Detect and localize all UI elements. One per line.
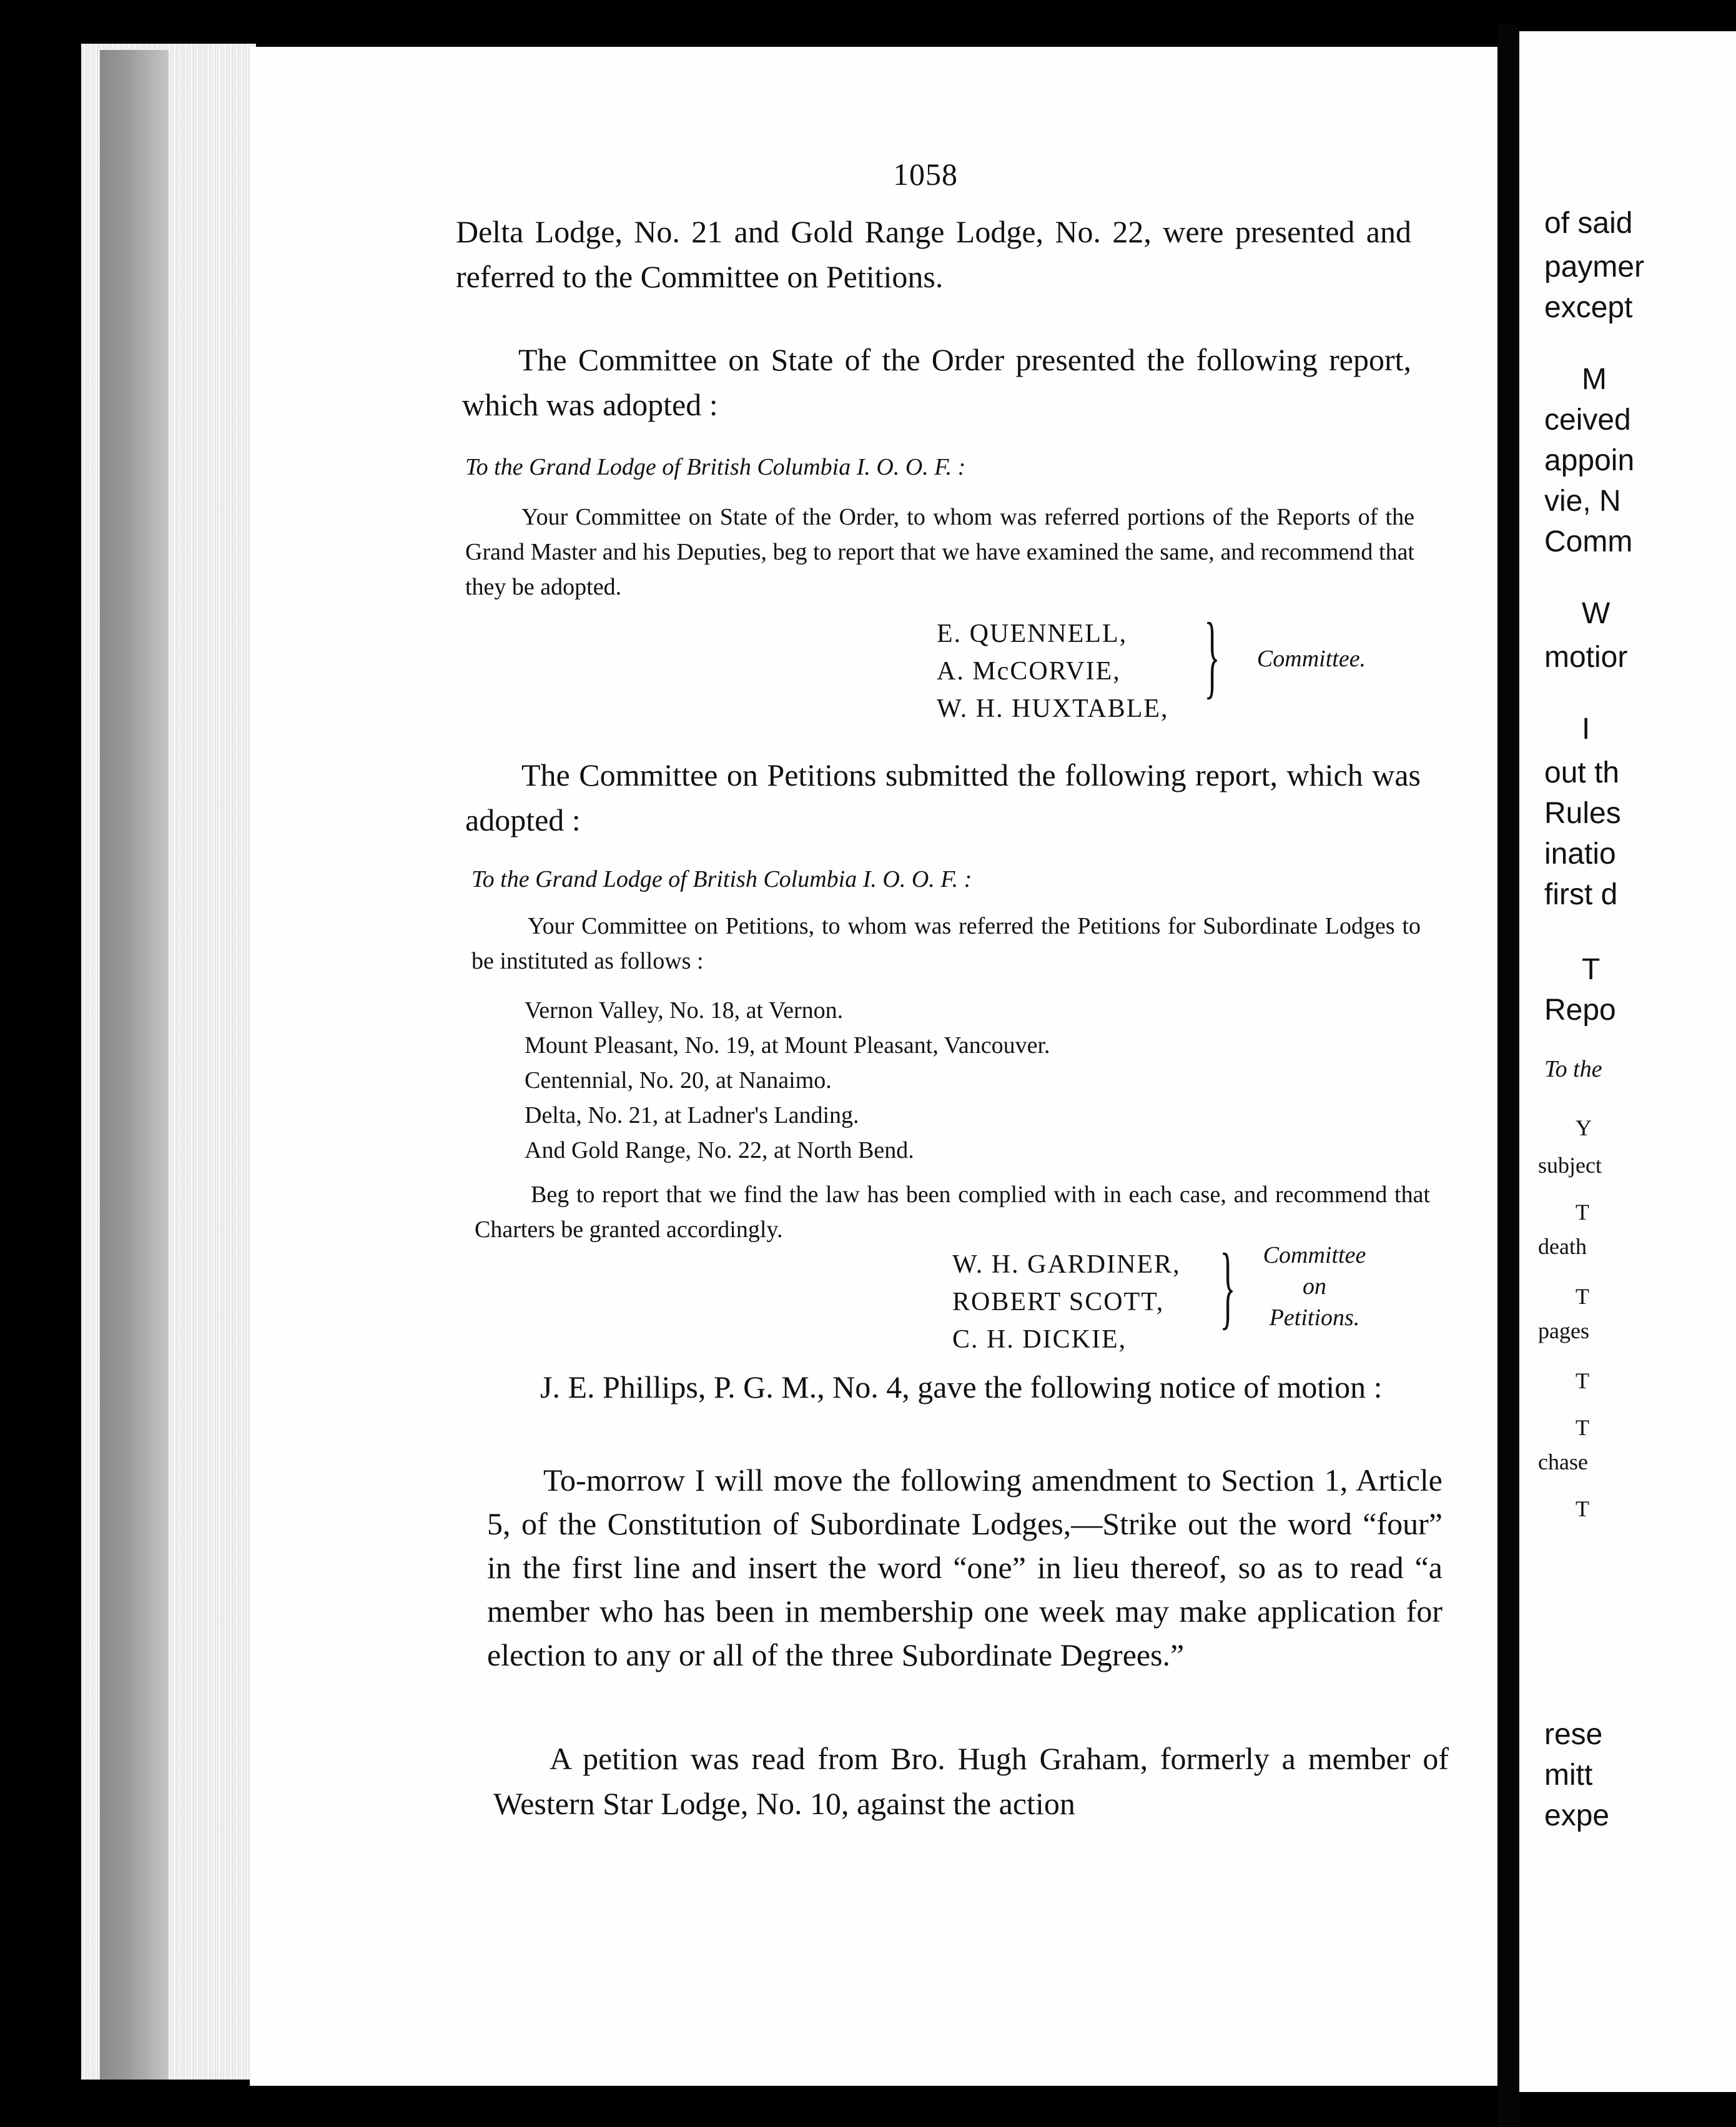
right-small-line: subject — [1538, 1153, 1602, 1178]
lodges-list — [525, 993, 1336, 1168]
right-line: W — [1582, 597, 1610, 630]
right-small-line: T — [1576, 1284, 1589, 1309]
right-line: T — [1582, 953, 1600, 986]
signature-line: W. H. GARDINER, — [952, 1250, 1181, 1279]
list-item: And Gold Range, No. 22, at North Bend. — [525, 1137, 914, 1163]
signature-line: A. McCORVIE, — [937, 657, 1121, 686]
signature-line: C. H. DICKIE, — [952, 1325, 1127, 1354]
paragraph-delta-lodge: Delta Lodge, No. 21 and Gold Range Lodge, No. 22, were presented and referred to the Committee on Petitions. — [456, 214, 1411, 294]
paragraph-committee-petitions: The Committee on Petitions submitted the following report, which was adopted : — [465, 758, 1421, 837]
right-small-line: To the — [1544, 1056, 1602, 1082]
committee2-signatures — [952, 1246, 1181, 1358]
right-small-line: chase — [1538, 1449, 1588, 1474]
list-item: Delta, No. 21, at Ladner's Landing. — [525, 1102, 859, 1128]
report-petitions-conclusion: Beg to report that we find the law has been complied with in each case, and recommend that Charters be granted accordingly. — [475, 1182, 1430, 1243]
right-line: inatio — [1544, 837, 1616, 871]
right-small-line: T — [1576, 1200, 1589, 1225]
right-line: rese — [1544, 1718, 1603, 1751]
right-line: except — [1544, 291, 1633, 324]
list-item: Vernon Valley, No. 18, at Vernon. — [525, 997, 844, 1024]
address-grand-lodge-2: To the Grand Lodge of British Columbia I. O. O. F. : — [471, 866, 972, 892]
page-edges-shadow — [100, 50, 169, 2080]
committee1-signatures — [937, 615, 1169, 728]
committee1-label: Committee. — [1256, 646, 1366, 672]
brace-icon: } — [1220, 1235, 1236, 1338]
right-line: out th — [1544, 756, 1620, 789]
right-line: mitt — [1544, 1759, 1593, 1792]
right-small-line: Y — [1576, 1115, 1592, 1140]
paragraph-amendment: To-morrow I will move the following amendment to Section 1, Article 5, of the Constitution of Subordinate Lodges,—Strike out the word “four” in the first line and insert the word “one” in lieu thereof, so as to read “a member who has been in membership one week may make application for election to any or all of the three Subordinate Degrees.” — [487, 1463, 1443, 1672]
right-line: M — [1582, 363, 1607, 396]
right-line: vie, N — [1544, 485, 1621, 518]
right-line: expe — [1544, 1799, 1610, 1832]
right-line: Rules — [1544, 797, 1621, 830]
signature-line: W. H. HUXTABLE, — [937, 694, 1169, 723]
paragraph-notice-of-motion: J. E. Phillips, P. G. M., No. 4, gave the following notice of motion : — [540, 1369, 1383, 1404]
list-item: Mount Pleasant, No. 19, at Mount Pleasant, Vancouver. — [525, 1032, 1050, 1059]
brace-icon: } — [1204, 604, 1220, 708]
right-line: motior — [1544, 641, 1628, 674]
right-line: first d — [1544, 878, 1618, 911]
right-small-line: pages — [1538, 1318, 1589, 1343]
report-state-of-order: Your Committee on State of the Order, to whom was referred portions of the Reports of the Grand Master and his Deputies, beg to report that we have examined the same, and recommend that they be adopted. — [465, 504, 1414, 600]
right-small-line: T — [1576, 1415, 1589, 1440]
right-line: ceived — [1544, 403, 1631, 437]
right-line: of said — [1544, 207, 1633, 240]
paragraph-petition-graham: A petition was read from Bro. Hugh Graham, formerly a member of Western Star Lodge, No. 10, against the action — [493, 1741, 1449, 1821]
right-line: paymer — [1544, 250, 1645, 284]
right-small-line: T — [1576, 1368, 1589, 1393]
list-item: Centennial, No. 20, at Nanaimo. — [525, 1067, 832, 1093]
address-grand-lodge-1: To the Grand Lodge of British Columbia I. O. O. F. : — [465, 454, 966, 480]
paragraph-state-of-order: The Committee on State of the Order presented the following report, which was adopted : — [462, 342, 1411, 422]
book-gutter — [1497, 25, 1519, 2127]
signature-line: E. QUENNELL, — [937, 619, 1128, 648]
right-line: Repo — [1544, 994, 1616, 1027]
page-number: 1058 — [893, 157, 958, 192]
committee2-label: Committee on Petitions. — [1263, 1242, 1366, 1331]
right-small-line: T — [1576, 1496, 1589, 1521]
right-page — [1519, 31, 1736, 2092]
report-petitions: Your Committee on Petitions, to whom was referred the Petitions for Subordinate Lodges to be instituted as follows : — [471, 913, 1421, 974]
right-line: appoin — [1544, 444, 1635, 477]
signature-line: ROBERT SCOTT, — [952, 1288, 1165, 1316]
right-line: Comm — [1544, 525, 1633, 558]
right-line: I — [1582, 713, 1591, 746]
right-small-line: death — [1538, 1234, 1587, 1259]
